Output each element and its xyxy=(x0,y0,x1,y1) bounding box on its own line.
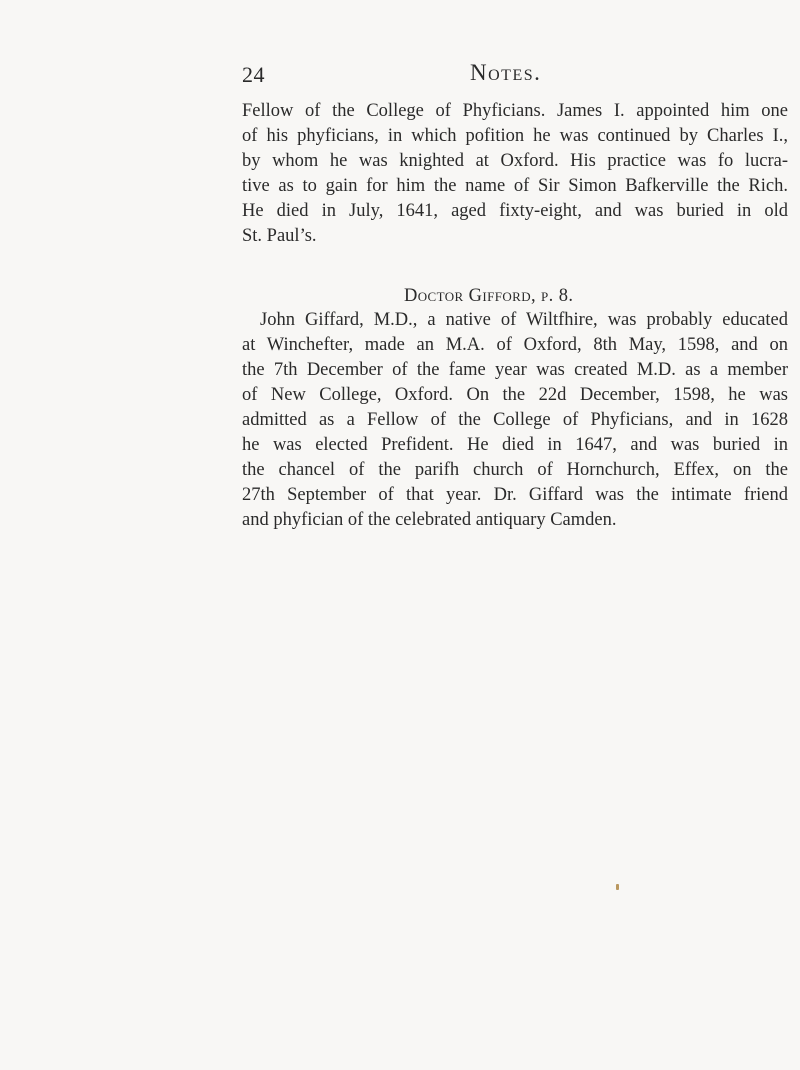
text-line: he was elected Prefident. He died in 1647, and was buried in xyxy=(242,435,788,455)
text-line: St. Paul’s. xyxy=(242,226,317,246)
section-heading: Doctor Gifford, p. 8. xyxy=(404,286,574,306)
text-line: at Winchefter, made an M.A. of Oxford, 8th May, 1598, and on xyxy=(242,335,788,355)
text-line: Fellow of the College of Phyficians. James I. appointed him one xyxy=(242,101,788,121)
paragraph-giffard xyxy=(242,308,788,533)
text-line: John Giffard, M.D., a native of Wiltfhire, was probably educated xyxy=(260,310,788,330)
text-line: of New College, Oxford. On the 22d December, 1598, he was xyxy=(242,385,788,405)
running-head-title: Notes. xyxy=(470,60,542,85)
page-number: 24 xyxy=(242,62,265,87)
text-line: by whom he was knighted at Oxford. His practice was fo lucra- xyxy=(242,151,788,171)
paper-speck xyxy=(616,884,619,890)
text-line: the 7th December of the fame year was created M.D. as a member xyxy=(242,360,788,380)
text-line: of his phyficians, in which pofition he was continued by Charles I., xyxy=(242,126,788,146)
text-line: and phyfician of the celebrated antiquary Camden. xyxy=(242,510,617,530)
paragraph-baskerville xyxy=(242,99,788,249)
text-line: tive as to gain for him the name of Sir Simon Bafkerville the Rich. xyxy=(242,176,788,196)
text-line: He died in July, 1641, aged fixty-eight, and was buried in old xyxy=(242,201,788,221)
text-line: admitted as a Fellow of the College of Phyficians, and in 1628 xyxy=(242,410,788,430)
text-line: the chancel of the parifh church of Hornchurch, Effex, on the xyxy=(242,460,788,480)
text-line: 27th September of that year. Dr. Giffard was the intimate friend xyxy=(242,485,788,505)
running-head xyxy=(0,56,800,90)
